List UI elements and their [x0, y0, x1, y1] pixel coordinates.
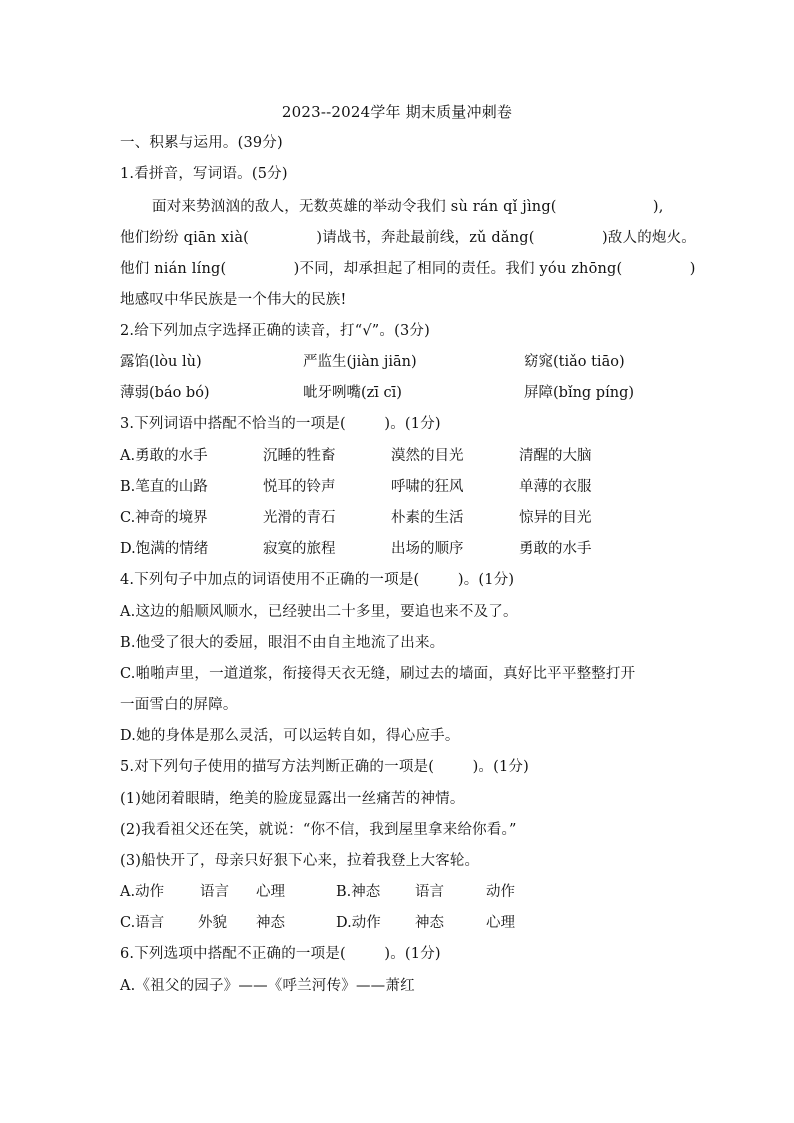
word-option: D.饱满的情绪	[120, 541, 209, 557]
word-option: A.勇敢的水手	[120, 448, 208, 464]
answer-option: A.动作	[120, 884, 165, 900]
pronunciation-item: 薄弱(báo bó)	[120, 385, 210, 401]
answer-option: 神态	[256, 915, 285, 931]
answer-option: D.动作	[336, 915, 381, 931]
answer-option: 动作	[486, 884, 515, 900]
sentence-item: (3)船快开了，母亲只好狠下心来，拉着我登上大客轮。	[120, 853, 480, 869]
word-option: 呼啸的狂风	[391, 479, 464, 495]
word-option: C.神奇的境界	[120, 510, 208, 526]
sentence-item: (1)她闭着眼睛，绝美的脸庞显露出一丝痛苦的神情。	[120, 791, 465, 807]
pronunciation-item: 露馅(lòu lù)	[120, 354, 202, 370]
answer-option: A.《祖父的园子》——《呼兰河传》——萧红	[120, 978, 415, 994]
word-option: 勇敢的水手	[519, 541, 592, 557]
word-option: 单薄的衣服	[519, 479, 592, 495]
question-1-line: 地感叹中华民族是一个伟大的民族!	[120, 292, 347, 308]
word-option: 悦耳的铃声	[263, 479, 336, 495]
question-1-heading: 1.看拼音，写词语。(5分)	[120, 166, 288, 182]
pronunciation-item: 窈窕(tiǎo tiāo)	[524, 354, 625, 370]
pronunciation-item: 严监生(jiàn jiān)	[303, 354, 417, 370]
question-1-line: 他们纷纷 qiān xià( )请战书，奔赴最前线，zǔ dǎng( )敌人的炮火。	[120, 230, 696, 246]
answer-option: B.神态	[336, 884, 381, 900]
answer-option: 神态	[415, 915, 444, 931]
word-option: B.笔直的山路	[120, 479, 208, 495]
sentence-option: 一面雪白的屏障。	[120, 697, 238, 713]
sentence-option: C.啪啪声里，一道道浆，衔接得天衣无缝，刷过去的墙面，真好比平平整整打开	[120, 666, 636, 682]
question-5-heading: 5.对下列句子使用的描写方法判断正确的一项是( )。(1分)	[120, 759, 529, 775]
answer-option: 心理	[256, 884, 285, 900]
word-option: 朴素的生活	[391, 510, 464, 526]
answer-option: C.语言	[120, 915, 165, 931]
word-option: 漠然的目光	[391, 448, 464, 464]
sentence-option: A.这边的船顺风顺水，已经驶出二十多里，要追也来不及了。	[120, 604, 518, 620]
question-1-line: 面对来势汹汹的敌人，无数英雄的举动令我们 sù rán qǐ jìng( ),	[152, 199, 664, 215]
question-2-heading: 2.给下列加点字选择正确的读音，打“√”。(3分)	[120, 323, 430, 339]
word-option: 惊异的目光	[519, 510, 592, 526]
word-option: 沉睡的牲畜	[263, 448, 336, 464]
question-6-heading: 6.下列选项中搭配不正确的一项是( )。(1分)	[120, 946, 441, 962]
pronunciation-item: 屏障(bǐng píng)	[524, 385, 635, 401]
sentence-item: (2)我看祖父还在笑，就说：“你不信，我到屋里拿来给你看。”	[120, 822, 517, 838]
question-3-heading: 3.下列词语中搭配不恰当的一项是( )。(1分)	[120, 416, 441, 432]
question-1-line: 他们 nián líng( )不同，却承担起了相同的责任。我们 yóu zhōng( )	[120, 261, 696, 277]
answer-option: 外貌	[198, 915, 227, 931]
word-option: 光滑的青石	[263, 510, 336, 526]
exam-title: 2023--2024学年 期末质量冲刺卷	[281, 103, 513, 121]
word-option: 清醒的大脑	[519, 448, 592, 464]
sentence-option: D.她的身体是那么灵活，可以运转自如，得心应手。	[120, 728, 460, 744]
answer-option: 语言	[200, 884, 229, 900]
answer-option: 语言	[415, 884, 444, 900]
section-heading: 一、积累与运用。(39分)	[120, 135, 283, 151]
answer-option: 心理	[486, 915, 515, 931]
pronunciation-item: 呲牙咧嘴(zī cī)	[303, 385, 402, 401]
word-option: 寂寞的旅程	[263, 541, 336, 557]
sentence-option: B.他受了很大的委屈，眼泪不由自主地流了出来。	[120, 635, 445, 651]
word-option: 出场的顺序	[391, 541, 464, 557]
question-4-heading: 4.下列句子中加点的词语使用不正确的一项是( )。(1分)	[120, 572, 515, 588]
